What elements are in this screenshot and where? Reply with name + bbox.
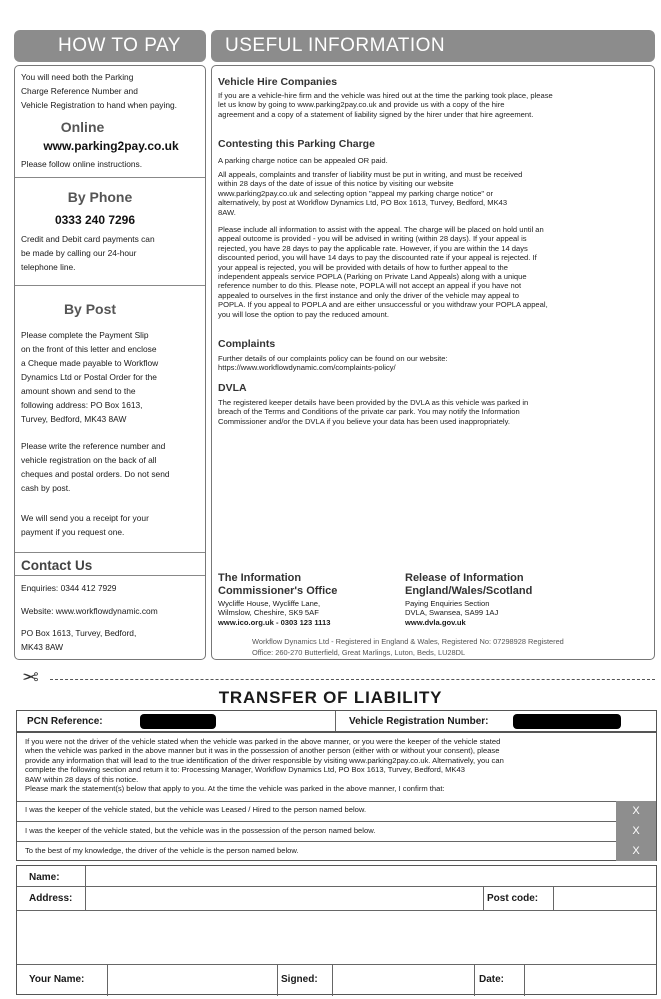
your-name-field[interactable]	[107, 964, 277, 996]
dvla-text: The registered keeper details have been provided by the DVLA as this vehicle was parked in breach of the Terms and Conditions of the private car park. You may notify the Information Commissioner and/or the DVLA if you believe your data has been used inappropriately.	[218, 398, 529, 426]
online-website: www.parking2pay.co.uk	[43, 139, 179, 153]
signature-field[interactable]	[332, 964, 474, 996]
vrn-redaction	[513, 714, 621, 729]
divider	[15, 285, 205, 286]
divider	[15, 177, 205, 178]
useful-info-panel	[211, 65, 655, 660]
statement-driver-checkbox[interactable]: X	[616, 841, 656, 861]
statement-driver: To the best of my knowledge, the driver of the vehicle is the person named below.	[25, 846, 299, 855]
your-name-label: Your Name:	[29, 974, 85, 985]
phone-note: Credit and Debit card payments can be made by calling our 24-hour telephone line.	[21, 234, 155, 272]
online-note: Please follow online instructions.	[21, 159, 143, 169]
ico-block: The Information Commissioner's Office Wycliffe House, Wycliffe Lane, Wilmslow, Cheshire, SK9 5AF www.ico.org.uk - 0303 123 1113	[218, 572, 338, 627]
payment-intro: You will need both the Parking Charge Reference Number and Vehicle Registration to hand when paying.	[21, 72, 177, 110]
contact-enquiries: Enquiries: 0344 412 7929	[21, 583, 117, 593]
online-title: Online	[60, 119, 105, 135]
phone-number: 0333 240 7296	[54, 213, 136, 227]
contact-address: PO Box 1613, Turvey, Bedford, MK43 8AW	[21, 628, 137, 652]
name-field[interactable]	[85, 866, 658, 886]
company-footer: Workflow Dynamics Ltd - Registered in England & Wales, Registered No: 07298928 Registered Office: 260-270 Butterfield, Great Marlings, Luton, Beds, LU28DL	[252, 637, 564, 657]
useful-info-header	[211, 30, 655, 62]
name-label: Name:	[29, 872, 60, 883]
contesting-title: Contesting this Parking Charge	[218, 138, 375, 150]
post-note: Please complete the Payment Slip on the front of this letter and enclose a Cheque made payable to Workflow Dynamics Ltd or Postal Order for the amount shown and send to the following address: PO Box 1613, Turvey, Bedford, MK43 8AW	[21, 330, 159, 424]
cut-line	[50, 679, 655, 680]
transfer-intro: If you were not the driver of the vehicle stated when the vehicle was parked in the above manner, or you were the keeper of the vehicle stated when the vehicle was parked in the above manner but it was in the possession of another person (either with or without your consent), please provide any information that will lead to the true identification of the driver responsible by visiting www.parking2pay.co.uk. Alternatively, you can complete the following section and return it to: Processing Manager, Workflow Dynamics Ltd, PO Box 1613, Turvey, Bedford, MK43 8AW within 28 days of this notice. Please mark the statement(s) below that apply to you. At the time the vehicle was parked in the above manner, I confirm that:	[25, 737, 504, 794]
contesting-deadline: All appeals, complaints and transfer of liability must be put in writing, and must be received within 28 days of the date of issue of this notice by visiting our website www.parking2pay.co.uk and selecting option "appeal my parking charge notice" or alternatively, by post at Workflow Dynamics Ltd, PO Box 1613, Turvey, Bedford, MK43 8AW.	[218, 170, 523, 217]
contesting-process: Please include all information to assist with the appeal. The charge will be placed on hold until an appeal outcome is provided - you will be advised in writing (within 28 days). If your appeal is rejected, you have 28 days to pay the applicable rate. However, if you are within the 14 days discounted period, you will have 14 days to pay the discounted rate if your appeal is rejected. If your appeal is rejected, you will be provided with details of how to further appeal to the independent appeals service POPLA (Parking on Private Land Appeals) along with a unique reference number to do this. Please note, POPLA will not accept an appeal if you have not appealed to ourselves in the first instance and only the driver of the vehicle may appeal to POPLA. If you appeal to POPLA and are either unsuccessful or you withdraw your POPLA appeal, you will lose the option to pay the reduced amount.	[218, 225, 548, 319]
statement-possession-checkbox[interactable]: X	[616, 821, 656, 841]
transfer-title: TRANSFER OF LIABILITY	[218, 688, 443, 707]
statement-leased-checkbox[interactable]: X	[616, 801, 656, 821]
postcode-label: Post code:	[487, 893, 539, 904]
statement-leased: I was the keeper of the vehicle stated, but the vehicle was Leased / Hired to the person named below.	[25, 805, 367, 814]
vehicle-hire-title: Vehicle Hire Companies	[218, 76, 338, 88]
address-field[interactable]	[85, 886, 483, 910]
dvla-release-block: Release of Information England/Wales/Scotland Paying Enquiries Section DVLA, Swansea, SA99 1AJ www.dvla.gov.uk	[405, 572, 533, 627]
contact-website: Website: www.workflowdynamic.com	[21, 606, 158, 616]
dvla-title: DVLA	[218, 382, 247, 394]
contesting-intro: A parking charge notice can be appealed OR paid.	[218, 156, 388, 165]
vehicle-hire-text: If you are a vehicle-hire firm and the vehicle was hired out at the time the parking took place, please let us know by going to www.parking2pay.co.uk and provide us with a copy of the hire agreement and a copy of a statement of liability signed by the hirer under that hire agreement.	[218, 91, 553, 119]
divider	[15, 575, 205, 576]
complaints-text: Further details of our complaints policy can be found on our website: https://www.workflowdynamic.com/complaints-policy/	[218, 354, 448, 373]
signed-label: Signed:	[281, 974, 318, 985]
useful-info-title: USEFUL INFORMATION	[225, 35, 446, 56]
vrn-label: Vehicle Registration Number:	[349, 716, 489, 727]
statement-possession: I was the keeper of the vehicle stated, but the vehicle was in the possession of the person named below.	[25, 826, 376, 835]
scissors-icon: ✂	[22, 667, 39, 689]
pcn-label: PCN Reference:	[27, 716, 103, 727]
reference-row	[16, 710, 657, 732]
post-title: By Post	[63, 301, 117, 317]
address-label: Address:	[29, 893, 73, 904]
statements-section	[16, 732, 657, 861]
date-label: Date:	[479, 974, 505, 985]
complaints-title: Complaints	[218, 338, 276, 350]
post-note-receipt: We will send you a receipt for your payment if you request one.	[21, 513, 149, 537]
pcn-redaction	[140, 714, 216, 729]
divider	[15, 552, 205, 553]
postcode-field[interactable]	[553, 886, 658, 910]
how-to-pay-title: HOW TO PAY	[58, 35, 181, 56]
how-to-pay-panel	[14, 65, 206, 660]
driver-details-form	[16, 865, 657, 995]
date-field[interactable]	[524, 964, 658, 996]
post-note-cheques: Please write the reference number and vehicle registration on the back of all cheques and postal orders. Do not send cash by post.	[21, 441, 170, 493]
phone-title: By Phone	[67, 189, 133, 205]
contact-title: Contact Us	[21, 558, 93, 573]
address-extra-field[interactable]	[17, 910, 658, 964]
how-to-pay-header	[14, 30, 206, 62]
